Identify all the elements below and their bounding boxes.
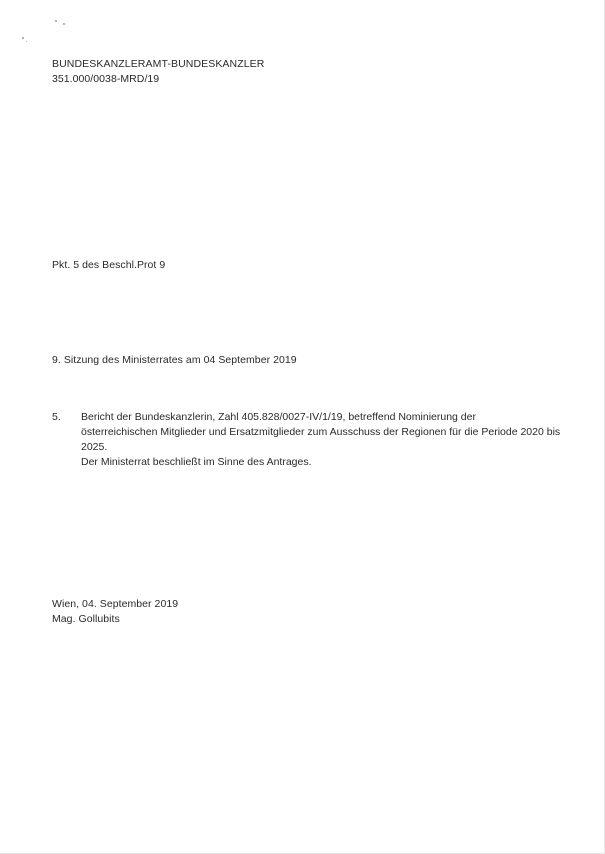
issuing-organization: BUNDESKANZLERAMT-BUNDESKANZLER [52, 58, 265, 70]
agenda-item-line: 2025. [81, 441, 108, 453]
protocol-point-reference: Pkt. 5 des Beschl.Prot 9 [52, 259, 166, 271]
scan-speck [63, 23, 65, 25]
document-reference-number: 351.000/0038-MRD/19 [52, 73, 160, 85]
scan-speck [22, 37, 24, 39]
place-and-date: Wien, 04. September 2019 [52, 598, 179, 610]
scan-speck [55, 20, 57, 22]
agenda-item-line: österreichischen Mitglieder und Ersatzmitglieder zum Ausschuss der Regionen für die Periode 2020 bis [81, 426, 561, 438]
scan-speck [26, 41, 27, 42]
agenda-item-number: 5. [52, 411, 61, 423]
agenda-item-line: Bericht der Bundeskanzlerin, Zahl 405.828/0027-IV/1/19, betreffend Nominierung der [81, 411, 476, 423]
agenda-item-resolution: Der Ministerrat beschließt im Sinne des Antrages. [81, 456, 312, 468]
agenda-item-text [81, 410, 581, 470]
session-title: 9. Sitzung des Ministerrates am 04 September 2019 [52, 354, 297, 366]
signatory-name: Mag. Gollubits [52, 613, 120, 625]
